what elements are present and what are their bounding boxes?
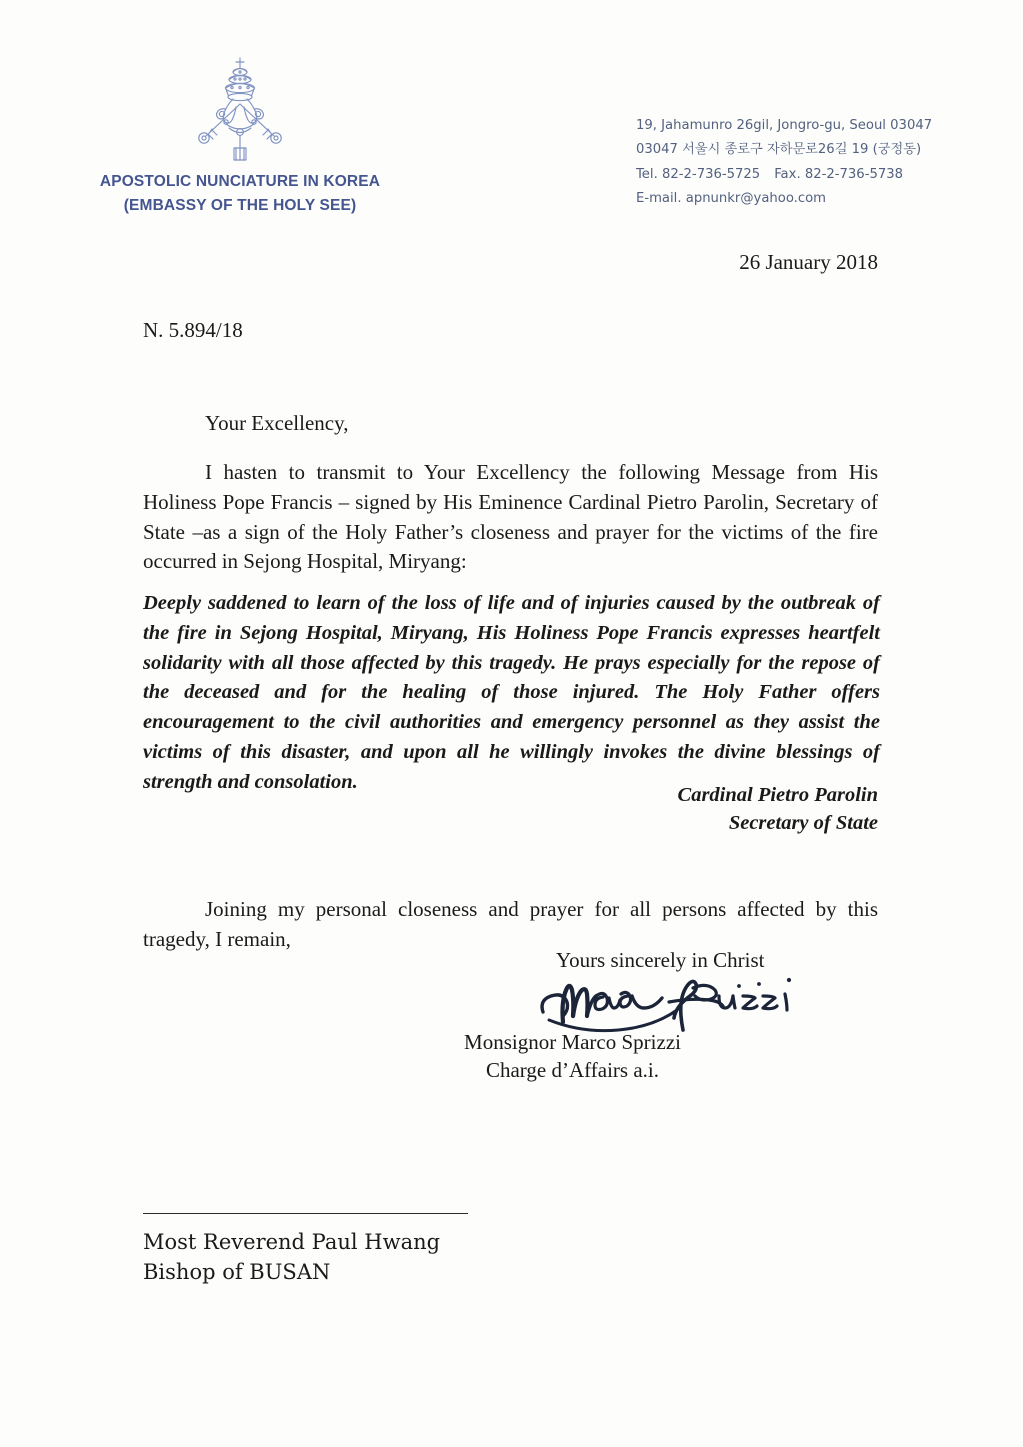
address-english: 19, Jahamunro 26gil, Jongro-gu, Seoul 03047 <box>636 118 933 133</box>
letter-date: 26 January 2018 <box>739 250 878 274</box>
addressee-block <box>143 1228 440 1288</box>
opening-paragraph: I hasten to transmit to Your Excellency the following Message from His Holiness Pope Francis – signed by His Eminence Cardinal Pietro Parolin, Secretary of State –as a sign of the Holy Father’s closeness and prayer for the victims of the fire occurred in Sejong Hospital, Miryang: <box>143 460 878 574</box>
quote-signer-title: Secretary of State <box>728 811 878 834</box>
quote-signer-name: Cardinal Pietro Parolin <box>677 784 878 806</box>
addressee-divider <box>143 1213 468 1214</box>
fax-label: Fax. <box>774 166 801 182</box>
signer-block <box>0 1029 1023 1085</box>
reference-number: N. 5.894/18 <box>143 318 243 342</box>
letterhead <box>60 52 420 218</box>
signer-name: Monsignor Marco Sprizzi <box>464 1030 681 1054</box>
closing-paragraph: Joining my personal closeness and prayer for all persons affected by this tragedy, I remain, <box>143 897 878 951</box>
fax-value: 82-2-736-5738 <box>804 166 904 182</box>
salutation: Your Excellency, <box>205 411 349 435</box>
email-value: apnunkr@yahoo.com <box>685 191 827 207</box>
phone-fax-line <box>636 163 976 187</box>
tel-label: Tel. <box>636 166 658 182</box>
valediction: Yours sincerely in Christ <box>556 948 765 972</box>
email-label: E-mail. <box>636 191 682 207</box>
email-line <box>636 187 976 211</box>
address-korean: 03047 서울시 종로구 자하문로26길 19 (궁정동) <box>636 142 922 158</box>
organization-subtitle: (EMBASSY OF THE HOLY SEE) <box>123 197 357 215</box>
organization-name: APOSTOLIC NUNCIATURE IN KOREA <box>99 173 381 190</box>
papal-coat-of-arms-icon <box>186 52 294 164</box>
tel-value: 82-2-736-5725 <box>662 166 761 182</box>
quote-attribution <box>0 782 878 837</box>
addressee-title: Bishop of BUSAN <box>143 1259 331 1284</box>
contact-block <box>636 114 976 212</box>
signer-title: Charge d’Affairs a.i. <box>485 1057 659 1082</box>
addressee-name: Most Reverend Paul Hwang <box>143 1230 441 1254</box>
quoted-papal-message: Deeply saddened to learn of the loss of life and of injuries caused by the outbreak of the fire in Sejong Hospital, Miryang, His Holiness Pope Francis expresses heartfelt solidarity with all those affected by this tragedy. He prays especially for the repose of the deceased and for the healing of those injured. The Holy Father offers encouragement to the civil authorities and emergency personnel as they assist the victims of this disaster, and upon all he willingly invokes the divine blessings of strength and consolation. <box>143 592 880 793</box>
